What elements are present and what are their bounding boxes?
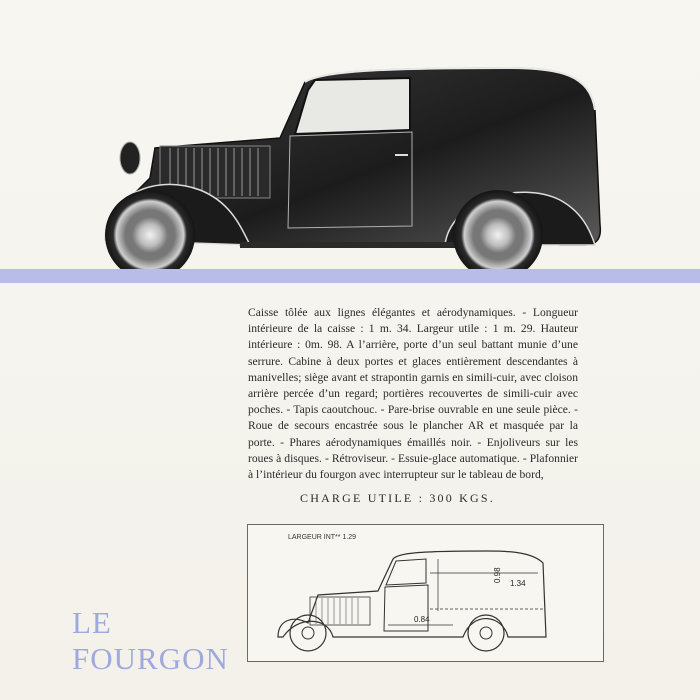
color-band — [0, 269, 700, 283]
width-label: LARGEUR INT** 1.29 — [288, 534, 357, 541]
length-label: 1.34 — [510, 579, 526, 588]
title-line-2: FOURGON — [72, 641, 229, 676]
height-label: 0.98 — [493, 567, 502, 583]
title-line-1: LE — [72, 605, 112, 640]
description-text: Caisse tôlée aux lignes élégantes et aérodynamiques. - Longueur intérieure de la caisse : 1 m. 34. Largeur utile : 1 m. 29. Hauteur intérieure : 0m. 98. A l’arrière, porte d’un seul battant munie d’une serrure. Cabine à deux portes et glaces entièrement descendantes à manivelles; siège avant et strapontin garnis en simili-cuir, avec cloison arrière percée d’un regard; portières recouvertes de simili-cuir avec poches. - Tapis caoutchouc. - Pare-brise ouvrable en une seule pièce. - Roue de secours encastrée sous le plancher AR et masquée par la porte. - Phares aérodynamiques émaillés noir. - Enjoliveurs sur les roues à disques. - Rétroviseur. - Essuie-glace automatique. - Plafonnier à l’intérieur du fourgon avec interrupteur sur le tableau de bord, — [248, 306, 578, 482]
floor-label: 0.84 — [414, 615, 430, 624]
van-illustration — [90, 50, 620, 290]
dimension-diagram — [247, 524, 604, 662]
payload-text: CHARGE UTILE : 300 KGS. — [300, 491, 495, 505]
